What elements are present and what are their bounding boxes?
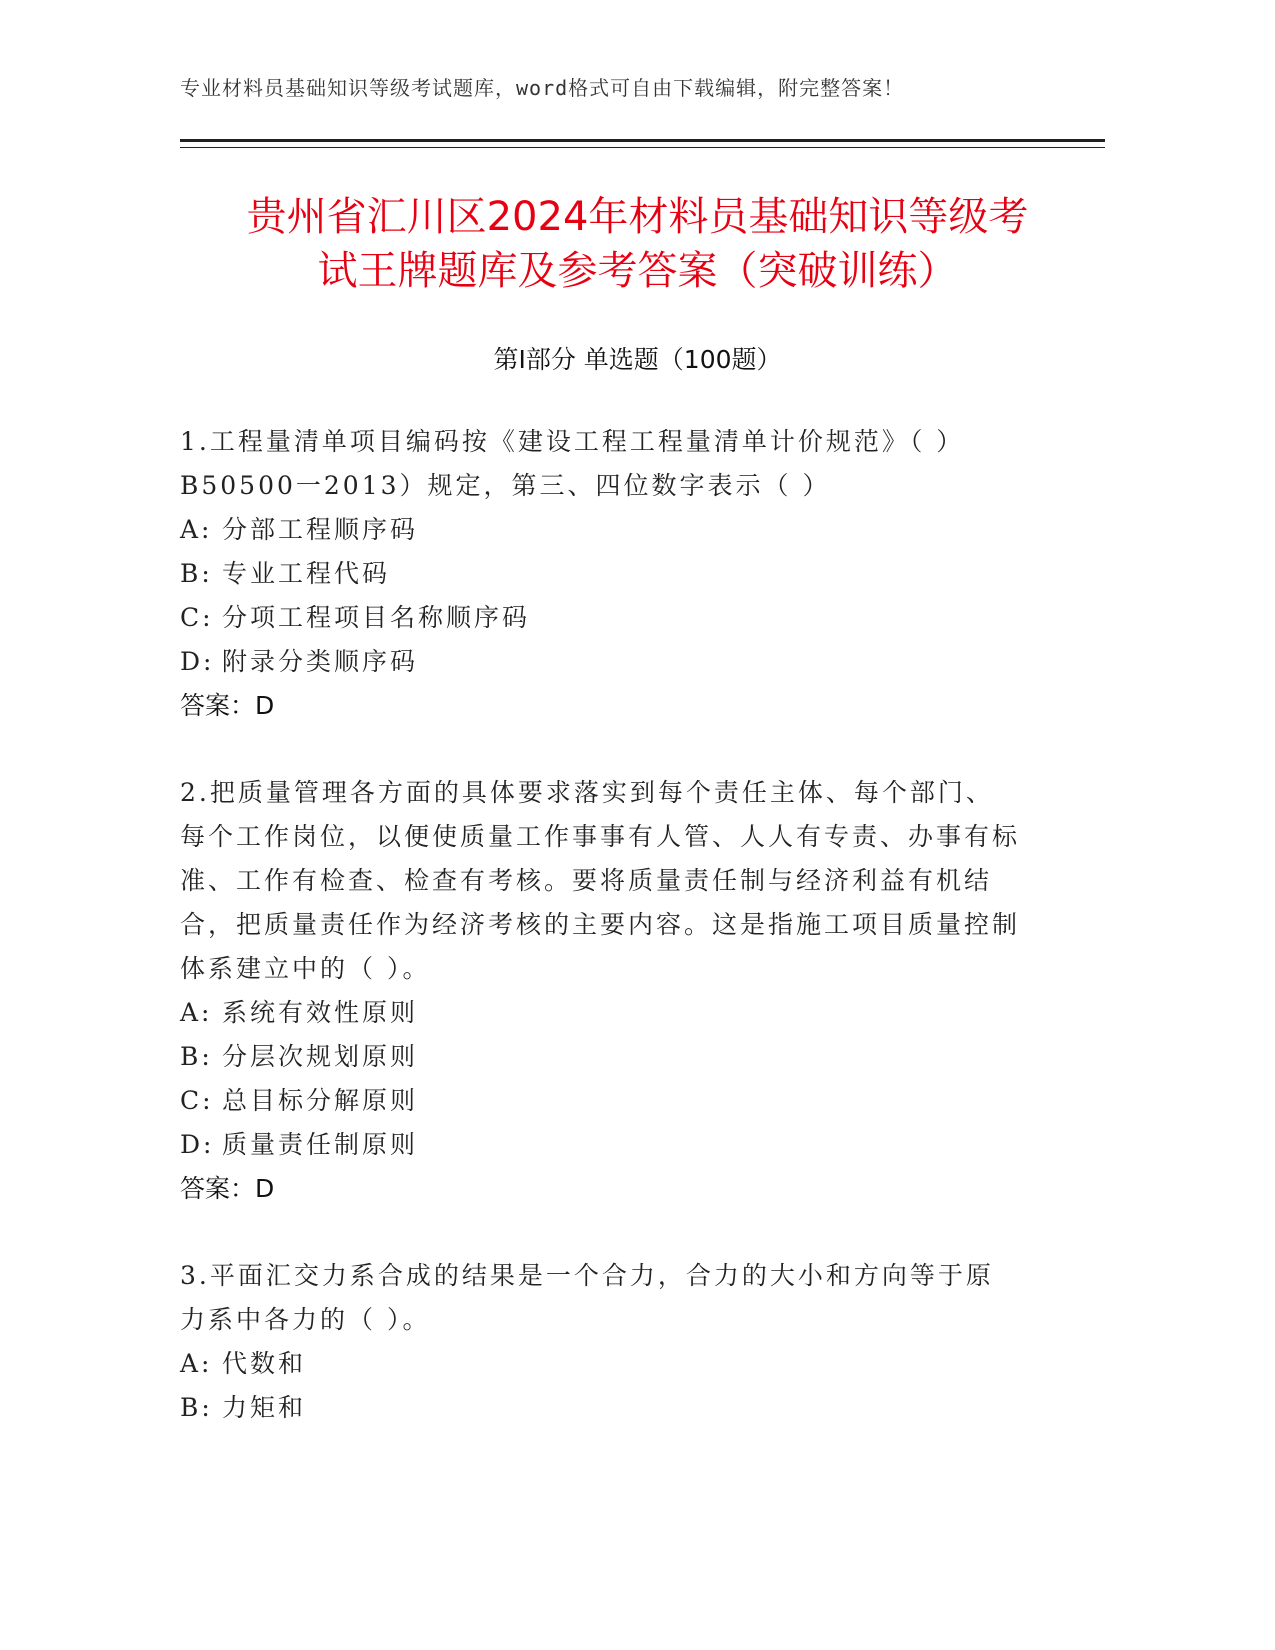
header-divider-thick [180,139,1105,142]
question-stem: 1.工程量清单项目编码按《建设工程工程量清单计价规范》（ ）B50500一2013）规定，第三、四位数字表示（ ） [180,427,965,500]
option-d [180,640,1020,684]
option-text: 力矩和 [222,1393,307,1422]
option-text: 质量责任制原则 [222,1130,419,1159]
option-a [180,1342,1020,1386]
option-key: C: [180,603,214,632]
option-text: 代数和 [222,1349,307,1378]
option-text: 分部工程顺序码 [222,515,419,544]
option-key: A: [180,515,213,544]
document-title [160,190,1115,298]
question-1 [180,420,1020,728]
option-text: 分项工程项目名称顺序码 [222,603,531,632]
section-title: 第Ⅰ部分 单选题（100题） [493,345,782,374]
option-text: 专业工程代码 [222,559,391,588]
option-c [180,1079,1020,1123]
question-2 [180,771,1020,1211]
option-c [180,596,1020,640]
option-key: B: [180,559,213,588]
option-key: B: [180,1393,213,1422]
question-stem: 3.平面汇交力系合成的结果是一个合力，合力的大小和方向等于原力系中各力的（ ）。 [180,1261,994,1334]
header-divider-thin [180,147,1105,148]
option-key: D: [180,1130,215,1159]
question-stem: 2.把质量管理各方面的具体要求落实到每个责任主体、每个部门、每个工作岗位，以便使质量工作事事有人管、人人有专责、办事有标准、工作有检查、检查有考核。要将质量责任制与经济利益有机结合，把质量责任作为经济考核的主要内容。这是指施工项目质量控制体系建立中的（ ）。 [180,778,1021,983]
question-3 [180,1254,1020,1430]
option-text: 总目标分解原则 [222,1086,419,1115]
option-key: C: [180,1086,214,1115]
option-text: 系统有效性原则 [222,998,419,1027]
option-d [180,1123,1020,1167]
option-key: A: [180,1349,213,1378]
option-text: 附录分类顺序码 [222,647,419,676]
option-b [180,552,1020,596]
question-list [180,420,1020,1473]
option-key: D: [180,647,215,676]
page-header-text: 专业材料员基础知识等级考试题库，word格式可自由下载编辑，附完整答案！ [180,76,905,100]
option-key: B: [180,1042,213,1071]
question-answer: 答案：D [180,1174,275,1203]
option-text: 分层次规划原则 [222,1042,419,1071]
option-a [180,508,1020,552]
option-key: A: [180,998,213,1027]
option-b [180,1035,1020,1079]
document-title-line-1: 贵州省汇川区2024年材料员基础知识等级考 [246,194,1029,240]
option-b [180,1386,1020,1430]
document-title-line-2: 试王牌题库及参考答案（突破训练） [317,248,958,294]
option-a [180,991,1020,1035]
question-answer: 答案：D [180,691,275,720]
